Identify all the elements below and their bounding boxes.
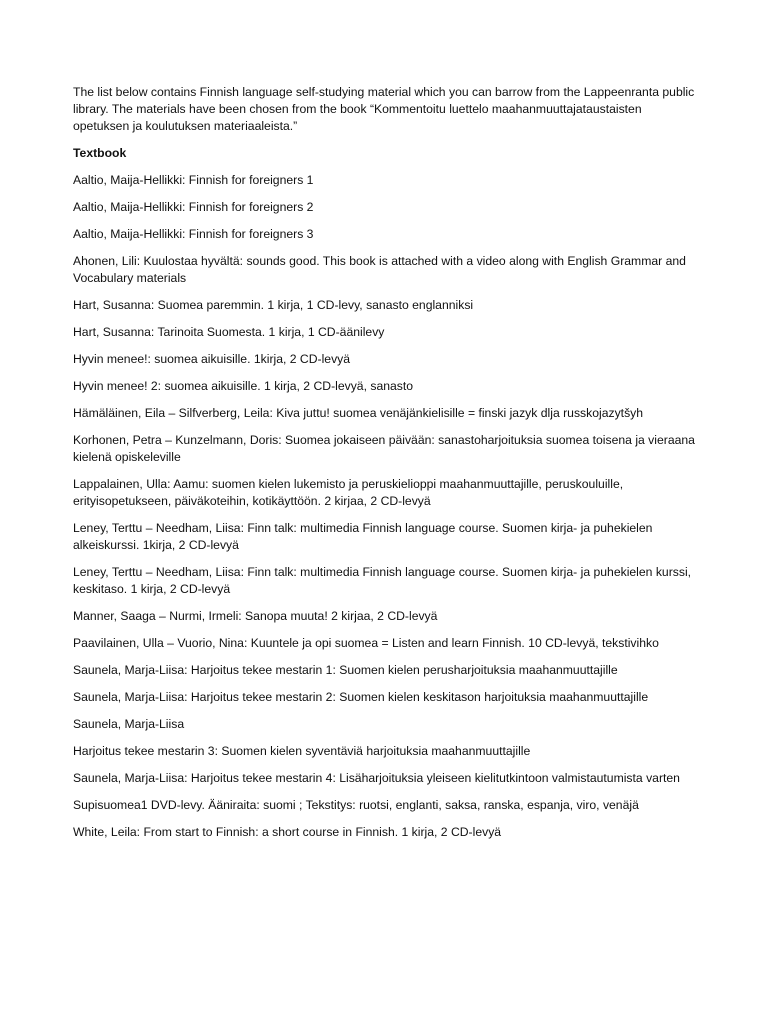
list-item: Hämäläinen, Eila – Silfverberg, Leila: Kiva juttu! suomea venäjänkielisille = finski jazyk dlja russkojazytšyh [73,406,644,420]
list-item: Saunela, Marja-Liisa [73,717,185,731]
list-item: Manner, Saaga – Nurmi, Irmeli: Sanopa muuta! 2 kirjaa, 2 CD-levyä [73,609,438,623]
list-item: Aaltio, Maija-Hellikki: Finnish for foreigners 3 [73,227,314,241]
list-item: Aaltio, Maija-Hellikki: Finnish for foreigners 1 [73,173,314,187]
list-item: Leney, Terttu – Needham, Liisa: Finn talk: multimedia Finnish language course. Suomen kirja- ja puhekielen alkeiskurssi. 1kirja, 2 CD-levyä [73,521,653,552]
list-item: Korhonen, Petra – Kunzelmann, Doris: Suomea jokaiseen päivään: sanastoharjoituksia suomea toisena ja vieraana kielenä opiskeleville [73,433,695,464]
list-item: Hyvin menee!: suomea aikuisille. 1kirja, 2 CD-levyä [73,352,351,366]
list-item: Saunela, Marja-Liisa: Harjoitus tekee mestarin 2: Suomen kielen keskitason harjoituksia maahanmuuttajille [73,690,649,704]
material-list [73,172,699,841]
list-item: Saunela, Marja-Liisa: Harjoitus tekee mestarin 1: Suomen kielen perusharjoituksia maahanmuuttajille [73,663,618,677]
intro-paragraph: The list below contains Finnish language self-studying material which you can barrow from the Lappeenranta public library. The materials have been chosen from the book “Kommentoitu luettelo maahanmuuttajataustaisten opetuksen ja koulutuksen materiaaleista.” [73,85,695,133]
list-item: Aaltio, Maija-Hellikki: Finnish for foreigners 2 [73,200,314,214]
list-item: Lappalainen, Ulla: Aamu: suomen kielen lukemisto ja peruskielioppi maahanmuuttajille, peruskouluille, erityisopetukseen, päiväkoteihin, kotikäyttöön. 2 kirjaa, 2 CD-levyä [73,477,624,508]
document-page [73,84,699,851]
list-item: Leney, Terttu – Needham, Liisa: Finn talk: multimedia Finnish language course. Suomen kirja- ja puhekielen kurssi, keskitaso. 1 kirja, 2 CD-levyä [73,565,692,596]
list-item: Harjoitus tekee mestarin 3: Suomen kielen syventäviä harjoituksia maahanmuuttajille [73,744,531,758]
section-heading: Textbook [73,146,127,160]
list-item: Paavilainen, Ulla – Vuorio, Nina: Kuuntele ja opi suomea = Listen and learn Finnish. 10 CD-levyä, tekstivihko [73,636,659,650]
list-item: Hart, Susanna: Suomea paremmin. 1 kirja, 1 CD-levy, sanasto englanniksi [73,298,474,312]
list-item: White, Leila: From start to Finnish: a short course in Finnish. 1 kirja, 2 CD-levyä [73,825,502,839]
list-item: Ahonen, Lili: Kuulostaa hyvältä: sounds good. This book is attached with a video along with English Grammar and Vocabulary materials [73,254,686,285]
list-item: Supisuomea1 DVD-levy. Ääniraita: suomi ; Tekstitys: ruotsi, englanti, saksa, ranska, espanja, viro, venäjä [73,798,639,812]
list-item: Saunela, Marja-Liisa: Harjoitus tekee mestarin 4: Lisäharjoituksia yleiseen kielitutkintoon valmistautumista varten [73,771,680,785]
list-item: Hyvin menee! 2: suomea aikuisille. 1 kirja, 2 CD-levyä, sanasto [73,379,414,393]
list-item: Hart, Susanna: Tarinoita Suomesta. 1 kirja, 1 CD-äänilevy [73,325,385,339]
